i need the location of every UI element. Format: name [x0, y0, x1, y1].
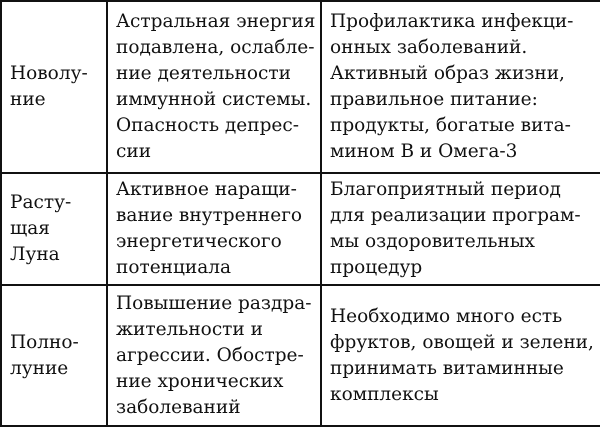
phase-line: Новолу- — [10, 63, 88, 84]
recommendation-line: принимать витаминные — [330, 357, 564, 379]
recommendation-line: Активный образ жизни, — [330, 63, 565, 84]
phase-cell — [1, 285, 107, 426]
recommendation-cell — [321, 285, 600, 426]
recommendation-cell — [321, 1, 600, 173]
recommendation-line: правильное питание: — [330, 89, 538, 110]
effect-line: энергетического — [116, 231, 282, 252]
table-row-full-moon — [1, 285, 600, 426]
recommendation-line: мином В и Омега-3 — [330, 141, 518, 162]
recommendation-line: продукты, богатые вита- — [330, 115, 571, 136]
effect-line: вание внутреннего — [116, 205, 303, 226]
recommendation-line: Благоприятный период — [330, 179, 561, 200]
phase-cell — [1, 1, 107, 173]
effect-line: потенциала — [116, 257, 232, 278]
effect-cell — [107, 173, 321, 285]
effect-line: ние хронических — [116, 370, 284, 392]
effect-line: подавлена, ослабле- — [116, 37, 315, 58]
recommendation-line: для реализации програм- — [330, 205, 581, 226]
recommendation-cell — [321, 173, 600, 285]
effect-line: Повышение раздра- — [116, 292, 312, 314]
phase-line: щая — [10, 218, 50, 239]
effect-line: Опасность депрес- — [116, 115, 299, 136]
effect-line: иммунной системы. — [116, 89, 312, 110]
phase-line: Луна — [10, 244, 60, 265]
phase-line: Полно- — [10, 331, 79, 353]
effect-line: заболеваний — [116, 396, 241, 418]
table-row-waxing-moon — [1, 173, 600, 285]
effect-line: жительности и — [116, 318, 263, 340]
effect-line: сии — [116, 141, 152, 162]
recommendation-line: Профилактика инфекци- — [330, 11, 574, 32]
effect-line: Активное наращи- — [116, 179, 297, 200]
recommendation-line: комплексы — [330, 383, 439, 405]
effect-line: ние деятельности — [116, 63, 291, 84]
effect-cell — [107, 1, 321, 173]
table-row-new-moon — [1, 1, 600, 173]
effect-cell — [107, 285, 321, 426]
recommendation-line: процедур — [330, 257, 423, 278]
recommendation-line: Необходимо много есть — [330, 305, 563, 327]
recommendation-line: онных заболеваний. — [330, 37, 528, 58]
phase-line: Расту- — [10, 192, 72, 213]
effect-line: Астральная энергия — [116, 11, 316, 32]
recommendation-line: мы оздоровительных — [330, 231, 535, 252]
recommendation-line: фруктов, овощей и зелени, — [330, 331, 594, 353]
effect-line: агрессии. Обостре- — [116, 344, 304, 366]
phase-cell — [1, 173, 107, 285]
phase-line: луние — [10, 357, 69, 379]
phase-line: ние — [10, 89, 46, 110]
